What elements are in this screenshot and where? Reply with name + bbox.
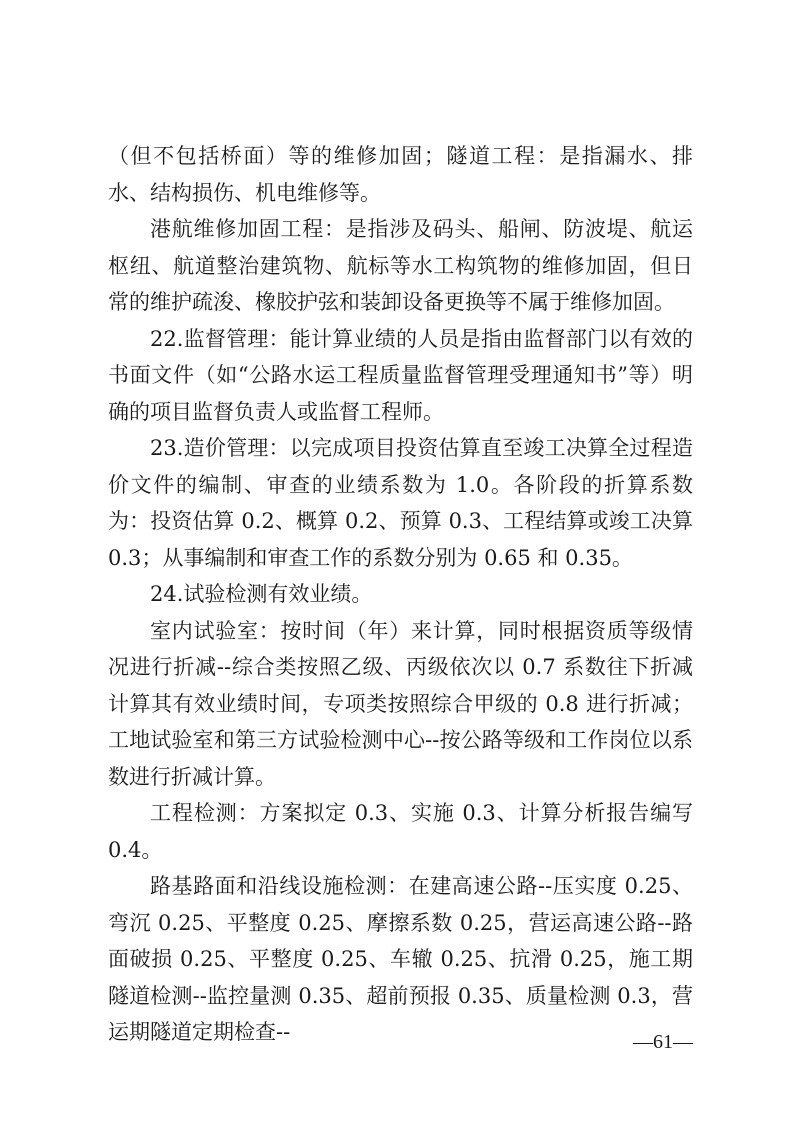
paragraph-7: 工程检测：方案拟定 0.3、实施 0.3、计算分析报告编写 0.4。 bbox=[108, 801, 693, 862]
paragraph-6: 室内试验室：按时间（年）来计算，同时根据资质等级情况进行折减--综合类按照乙级、丙级依次以 0.7 系数往下折减计算其有效业绩时间，专项类按照综合甲级的 0.8 进行折减；工地试验室和第三方试验检测中心--按公路等级和工作岗位以系数进行折减计算。 bbox=[108, 618, 693, 789]
paragraph-1: （但不包括桥面）等的维修加固；隧道工程：是指漏水、排水、结构损伤、机电维修等。 bbox=[108, 144, 693, 205]
paragraph-2: 港航维修加固工程：是指涉及码头、船闸、防波堤、航运枢纽、航道整治建筑物、航标等水工构筑物的维修加固，但日常的维护疏浚、橡胶护弦和装卸设备更换等不属于维修加固。 bbox=[108, 217, 693, 314]
paragraph-3: 22.监督管理：能计算业绩的人员是指由监督部门以有效的书面文件（如“公路水运工程质量监督管理受理通知书”等）明确的项目监督负责人或监督工程师。 bbox=[108, 326, 693, 424]
page-number: —61— bbox=[633, 1031, 693, 1053]
paragraph-4: 23.造价管理：以完成项目投资估算直至竣工决算全过程造价文件的编制、审查的业绩系数为 1.0。各阶段的折算系数为：投资估算 0.2、概算 0.2、预算 0.3、工程结算或竣工决算 0.3；从事编制和审查工作的系数分别为 0.65 和 0.35。 bbox=[108, 436, 693, 570]
page-body bbox=[108, 138, 693, 1051]
paragraph-5: 24.试验检测有效业绩。 bbox=[150, 582, 373, 606]
paragraph-8: 路基路面和沿线设施检测：在建高速公路--压实度 0.25、弯沉 0.25、平整度 0.25、摩擦系数 0.25，营运高速公路--路面破损 0.25、平整度 0.25、车辙 0.25、抗滑 0.25，施工期隧道检测--监控量测 0.35、超前预报 0.35、质量检测 0.3，营运期隧道定期检查-- bbox=[108, 874, 693, 1044]
